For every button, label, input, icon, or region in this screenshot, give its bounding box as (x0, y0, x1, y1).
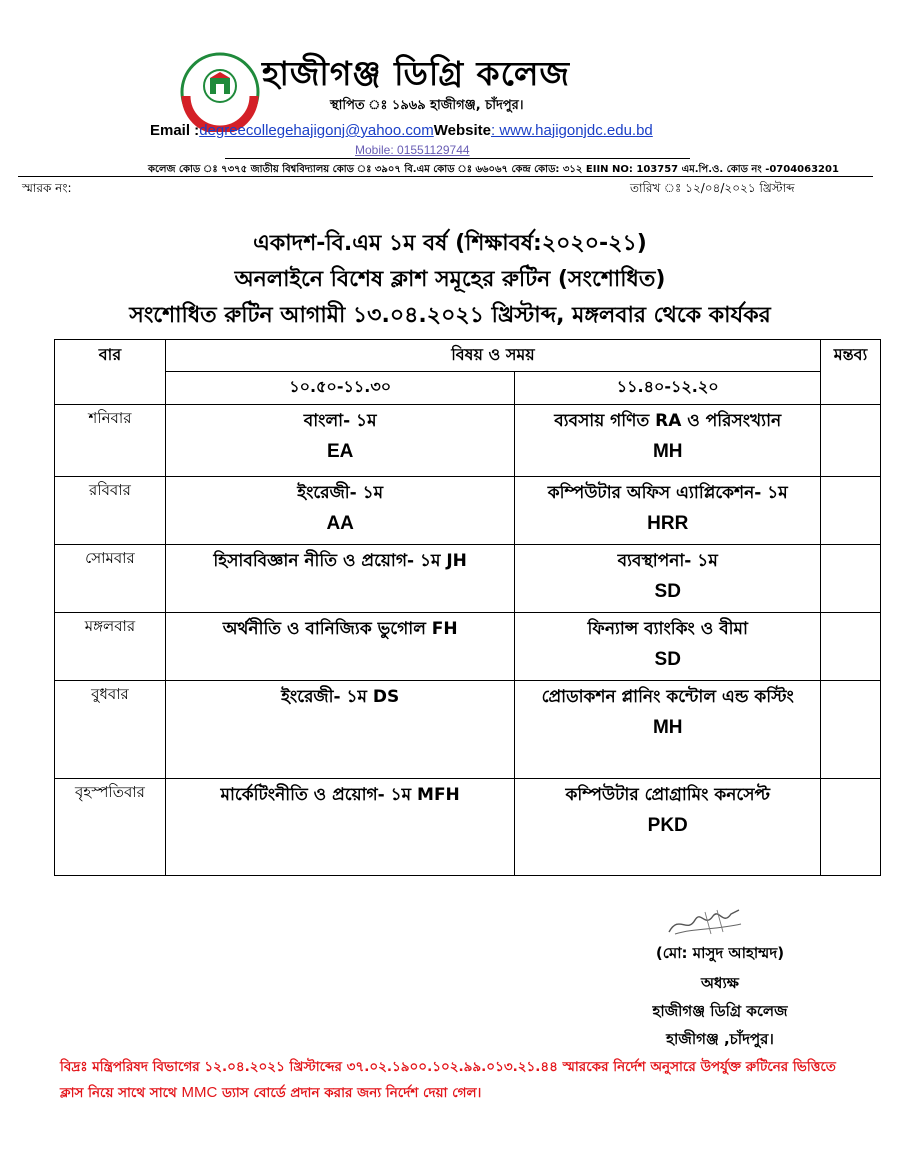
teacher-code: HRR (647, 513, 689, 534)
header-divider (18, 176, 873, 177)
subject: ইংরেজী- ১ম DS (281, 687, 400, 707)
email-label: Email : (150, 122, 200, 139)
subject: কম্পিউটার প্রোগ্রামিং কনসেপ্ট (565, 785, 770, 805)
title-line-2: অনলাইনে বিশেষ ক্লাশ সমূহের রুটিন (সংশোধিত) (234, 267, 666, 292)
signatory-name: (মো: মাসুদ আহাম্মদ) (655, 944, 785, 962)
handwritten-signature (665, 904, 745, 940)
table-row (55, 545, 881, 613)
subject: প্রোডাকশন প্লানিং কন্টোল এন্ড কস্টিং (541, 687, 794, 707)
slot-2-cell (515, 405, 821, 477)
table-row (55, 681, 881, 779)
table-row (55, 405, 881, 477)
header-slot-2: ১১.৪০-১২.২০ (515, 372, 821, 405)
notice-mmc: MMC (181, 1084, 218, 1101)
slot-1-cell (165, 681, 515, 779)
table-row (55, 477, 881, 545)
notice-text (60, 1054, 850, 1106)
teacher-code: AA (326, 513, 354, 534)
header-slot-1: ১০.৫০-১১.৩০ (165, 372, 515, 405)
slot-1-cell (165, 545, 515, 613)
remarks-cell (821, 779, 881, 876)
notice-part-1: বিদ্রঃ মন্ত্রিপরিষদ বিভাগের ১২.০৪.২০২১ খ্রিস্টাব্দের ৩৭.০২.১৯০০.১০২.৯৯.০১৩.২১.৪৪ স্মারকের নির্দেশ অনুসারে উপর্যুক্ত রুটিনের ভিত্তিতে ক্লাস নিয়ে সাথে সাথে (60, 1059, 836, 1101)
remarks-cell (821, 613, 881, 681)
title-line-3: সংশোধিত রুটিন আগামী ১৩.০৪.২০২১ খ্রিস্টাব্দ, মঙ্গলবার থেকে কার্যকর (129, 303, 771, 328)
table-row (55, 779, 881, 876)
day-cell: রবিবার (55, 477, 166, 545)
subject: কম্পিউটার অফিস এ্যাপ্লিকেশন- ১ম (547, 483, 788, 503)
teacher-code: MH (652, 717, 683, 738)
header-divider (225, 158, 690, 159)
header-subject-time: বিষয় ও সময় (165, 340, 820, 372)
slot-2-cell (515, 681, 821, 779)
slot-1-cell (165, 405, 515, 477)
day-cell: বৃহস্পতিবার (55, 779, 166, 876)
subject: ইংরেজী- ১ম (297, 483, 384, 503)
subject: ফিন্যান্স ব্যাংকিং ও বীমা (587, 619, 748, 639)
college-seal-logo (180, 52, 260, 132)
teacher-code: SD (654, 649, 681, 670)
slot-2-cell (515, 613, 821, 681)
slot-2-cell (515, 477, 821, 545)
remarks-cell (821, 477, 881, 545)
document-date: তারিখ ঃ ১২/০৪/২০২১ খ্রিস্টাব্দ (630, 181, 795, 195)
signatory-college: হাজীগঞ্জ ডিগ্রি কলেজ (652, 1002, 788, 1020)
table-row (55, 613, 881, 681)
subject: ব্যবসায় গণিত RA ও পরিসংখ্যান (554, 411, 782, 431)
subject: অর্থনীতি ও বানিজ্যিক ভুগোল FH (222, 619, 458, 639)
teacher-code: PKD (647, 815, 688, 836)
header-day: বার (55, 340, 166, 405)
teacher-code: MH (652, 441, 683, 462)
email-link[interactable]: degreecollegehajigonj@yahoo.com (199, 122, 434, 139)
established-info: স্থাপিত ঃ ১৯৬৯ হাজীগঞ্জ, চাঁদপুর। (330, 98, 524, 113)
mobile-number[interactable]: Mobile: 01551129744 (355, 143, 470, 157)
reference-number: স্মারক নং: (22, 181, 72, 195)
slot-1-cell (165, 613, 515, 681)
slot-1-cell (165, 779, 515, 876)
slot-1-cell (165, 477, 515, 545)
header-remarks: মন্তব্য (821, 340, 881, 405)
day-cell: মঙ্গলবার (55, 613, 166, 681)
remarks-cell (821, 681, 881, 779)
subject: বাংলা- ১ম (303, 411, 377, 431)
slot-2-cell (515, 545, 821, 613)
subject: ব্যবস্থাপনা- ১ম (617, 551, 718, 571)
day-cell: সোমবার (55, 545, 166, 613)
class-routine-table (54, 339, 881, 876)
website-label: Website (433, 122, 491, 139)
signatory-title: অধ্যক্ষ (701, 974, 739, 992)
remarks-cell (821, 545, 881, 613)
subject: মার্কেটিংনীতি ও প্রয়োগ- ১ম MFH (220, 785, 460, 805)
day-cell: বুধবার (55, 681, 166, 779)
teacher-code: EA (326, 441, 354, 462)
subject: হিসাববিজ্ঞান নীতি ও প্রয়োগ- ১ম JH (213, 551, 467, 571)
teacher-code: SD (654, 581, 681, 602)
contact-line (150, 122, 790, 139)
signatory-place: হাজীগঞ্জ ,চাঁদপুর। (666, 1030, 774, 1048)
institution-codes: কলেজ কোড ঃ ৭৩৭৫ জাতীয় বিশ্ববিদ্যালয় কোড ঃ ৩৯০৭ বি.এম কোড ঃ ৬৬০৬৭ কেন্দ্র কোড: ৩১২ EIIN NO: 103757 এম.পি.ও. কোড নং -0704063201 (148, 164, 839, 175)
slot-2-cell (515, 779, 821, 876)
notice-part-2: ড্যাস বোর্ডে প্রদান করার জন্য নির্দেশ দেয়া গেল। (217, 1085, 482, 1101)
day-cell: শনিবার (55, 405, 166, 477)
college-name: হাজীগঞ্জ ডিগ্রি কলেজ (262, 54, 571, 93)
remarks-cell (821, 405, 881, 477)
website-link[interactable]: : www.hajigonjdc.edu.bd (491, 122, 653, 139)
title-line-1: একাদশ-বি.এম ১ম বর্ষ (শিক্ষাবর্ষ:২০২০-২১) (253, 231, 647, 256)
